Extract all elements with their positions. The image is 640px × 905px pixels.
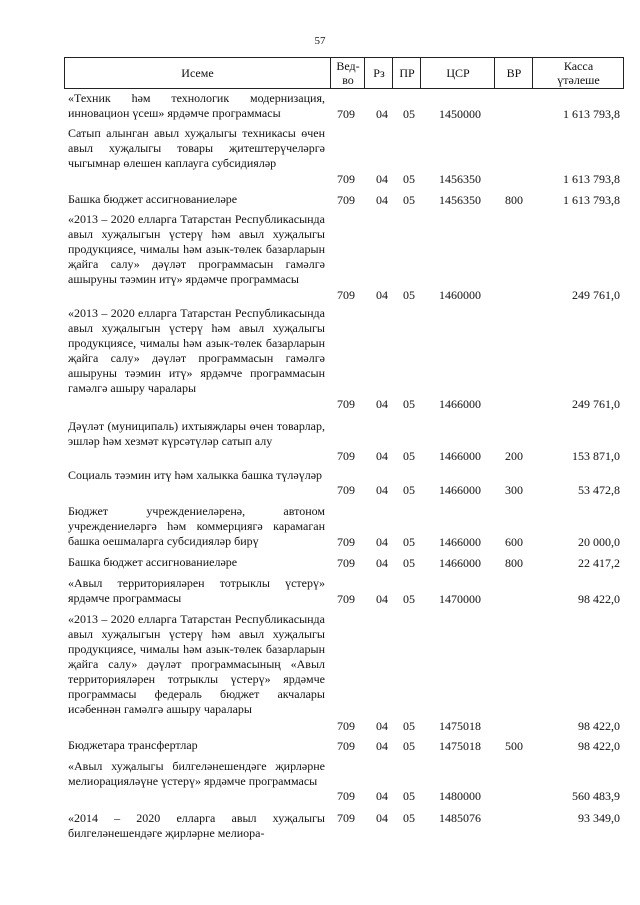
row-csr: 1470000 [439, 592, 481, 606]
row-rz: 04 [376, 397, 388, 411]
row-rz: 04 [376, 288, 388, 302]
table-row [0, 192, 640, 208]
row-name: «Авыл территорияләрен тотрыклы үстерү» ярдәмче программасы [68, 576, 325, 605]
row-pr: 05 [403, 193, 415, 207]
row-ved: 709 [337, 592, 355, 606]
row-rz: 04 [376, 535, 388, 549]
row-kassa: 98 422,0 [578, 719, 620, 733]
row-rz: 04 [376, 107, 388, 121]
row-ved: 709 [337, 172, 355, 186]
row-csr: 1480000 [439, 789, 481, 803]
table-row [0, 212, 640, 303]
header-ved: Вед- во [330, 58, 365, 88]
row-rz: 04 [376, 193, 388, 207]
row-ved: 709 [337, 107, 355, 121]
row-csr: 1485076 [439, 811, 481, 825]
table-header [64, 57, 624, 89]
table-row [0, 306, 640, 412]
row-pr: 05 [403, 739, 415, 753]
row-csr: 1475018 [439, 739, 481, 753]
row-pr: 05 [403, 449, 415, 463]
row-rz: 04 [376, 172, 388, 186]
row-ved: 709 [337, 288, 355, 302]
row-pr: 05 [403, 172, 415, 186]
table-row [0, 504, 640, 550]
table-row [0, 468, 640, 498]
row-kassa: 22 417,2 [578, 556, 620, 570]
row-name: «2013 – 2020 елларга Татарстан Республикасында авыл хуҗалыгын үстерү һәм авыл хуҗалыгы продукциясе, чималы һәм азык-төлек базарларын җайга салу» дәүләт программасын гамәлгә ашыруны тәэмин итү» ярдәмче программасын гамәлгә ашыру чаралары [68, 306, 325, 395]
row-ved: 709 [337, 397, 355, 411]
header-vr: ВР [494, 58, 533, 88]
row-vr: 800 [505, 556, 523, 570]
row-pr: 05 [403, 107, 415, 121]
row-name: Бюджет учреждениеләренә, автоном учреждениеләргә һәм коммерциягә карамаган башка оешмаларга субсидияләр бирү [68, 504, 325, 548]
row-name: «2013 – 2020 елларга Татарстан Республикасында авыл хуҗалыгын үстерү һәм авыл хуҗалыгы продукциясе, чималы һәм азык-төлек базарларын җайга салу» дәүләт программасын гамәлгә ашыруны тәэмин итү» ярдәмче программасы [68, 212, 325, 286]
table-row [0, 126, 640, 187]
row-vr: 800 [505, 193, 523, 207]
row-pr: 05 [403, 556, 415, 570]
row-kassa: 93 349,0 [578, 811, 620, 825]
row-rz: 04 [376, 556, 388, 570]
row-ved: 709 [337, 193, 355, 207]
row-rz: 04 [376, 592, 388, 606]
row-rz: 04 [376, 789, 388, 803]
table-row [0, 759, 640, 804]
row-name: Бюджетара трансфертлар [68, 738, 198, 752]
row-kassa: 1 613 793,8 [563, 107, 620, 121]
header-pr: ПР [392, 58, 421, 88]
row-kassa: 560 483,9 [572, 789, 620, 803]
row-name: «Авыл хуҗалыгы билгеләнешендәге җирләрне мелиорацияләүне үстерү» ярдәмче программасы [68, 759, 325, 788]
row-name: «Техник һәм технологик модернизация, инновацион үсеш» ярдәмче программасы [68, 91, 325, 120]
row-kassa: 1 613 793,8 [563, 172, 620, 186]
row-csr: 1466000 [439, 449, 481, 463]
header-kassa: Касса үтәлеше [532, 58, 624, 88]
row-ved: 709 [337, 483, 355, 497]
row-kassa: 249 761,0 [572, 397, 620, 411]
row-pr: 05 [403, 811, 415, 825]
row-rz: 04 [376, 811, 388, 825]
header-name: Исеме [181, 66, 214, 80]
row-name: Социаль тәэмин итү һәм халыкка башка түләүләр [68, 468, 323, 482]
row-pr: 05 [403, 397, 415, 411]
row-csr: 1460000 [439, 288, 481, 302]
row-ved: 709 [337, 556, 355, 570]
row-vr: 300 [505, 483, 523, 497]
row-ved: 709 [337, 811, 355, 825]
row-name: Башка бюджет ассигнованиеләре [68, 555, 238, 569]
row-ved: 709 [337, 739, 355, 753]
row-kassa: 153 871,0 [572, 449, 620, 463]
row-rz: 04 [376, 449, 388, 463]
row-name: «2014 – 2020 елларга авыл хуҗалыгы билгеләнешендәге җирләрне мелиора- [68, 811, 325, 840]
row-pr: 05 [403, 483, 415, 497]
row-rz: 04 [376, 739, 388, 753]
row-csr: 1466000 [439, 397, 481, 411]
row-name: «2013 – 2020 елларга Татарстан Республикасында авыл хуҗалыгын үстерү һәм авыл хуҗалыгы продукциясе, чималы һәм азык-төлек базарларын җайга салу» дәүләт программасының «Авыл территорияләрен тотрыклы үстерү» ярдәмче программасы федераль бюджет акчалары исәбеннән гамәлгә ашыру чаралары [68, 612, 325, 716]
table-row [0, 811, 640, 840]
table-row [0, 91, 640, 122]
row-csr: 1466000 [439, 483, 481, 497]
row-pr: 05 [403, 719, 415, 733]
row-kassa: 98 422,0 [578, 739, 620, 753]
row-ved: 709 [337, 789, 355, 803]
row-csr: 1456350 [439, 193, 481, 207]
row-csr: 1456350 [439, 172, 481, 186]
row-kassa: 1 613 793,8 [563, 193, 620, 207]
row-csr: 1450000 [439, 107, 481, 121]
header-csr: ЦСР [420, 58, 495, 88]
row-csr: 1466000 [439, 535, 481, 549]
table-row [0, 738, 640, 754]
header-rz: Рз [364, 58, 393, 88]
row-pr: 05 [403, 789, 415, 803]
table-row [0, 576, 640, 607]
row-vr: 500 [505, 739, 523, 753]
row-name: Башка бюджет ассигнованиеләре [68, 192, 238, 206]
table-row [0, 419, 640, 464]
row-kassa: 249 761,0 [572, 288, 620, 302]
row-ved: 709 [337, 535, 355, 549]
row-name: Дәүләт (муниципаль) ихтыяҗлары өчен товарлар, эшләр һәм хезмәт күрсәтүләр сатып алу [68, 419, 325, 448]
row-kassa: 53 472,8 [578, 483, 620, 497]
row-rz: 04 [376, 719, 388, 733]
row-csr: 1466000 [439, 556, 481, 570]
row-csr: 1475018 [439, 719, 481, 733]
row-vr: 200 [505, 449, 523, 463]
row-kassa: 98 422,0 [578, 592, 620, 606]
row-ved: 709 [337, 449, 355, 463]
row-pr: 05 [403, 592, 415, 606]
row-kassa: 20 000,0 [578, 535, 620, 549]
table-row [0, 612, 640, 734]
row-pr: 05 [403, 288, 415, 302]
row-vr: 600 [505, 535, 523, 549]
row-pr: 05 [403, 535, 415, 549]
row-ved: 709 [337, 719, 355, 733]
table-row [0, 555, 640, 571]
row-name: Сатып алынган авыл хуҗалыгы техникасы өчен авыл хуҗалыгы товары җитештерүчеләргә чыгымнар өлешен каплауга субсидияләр [68, 126, 325, 170]
row-rz: 04 [376, 483, 388, 497]
page-number: 57 [314, 35, 326, 47]
